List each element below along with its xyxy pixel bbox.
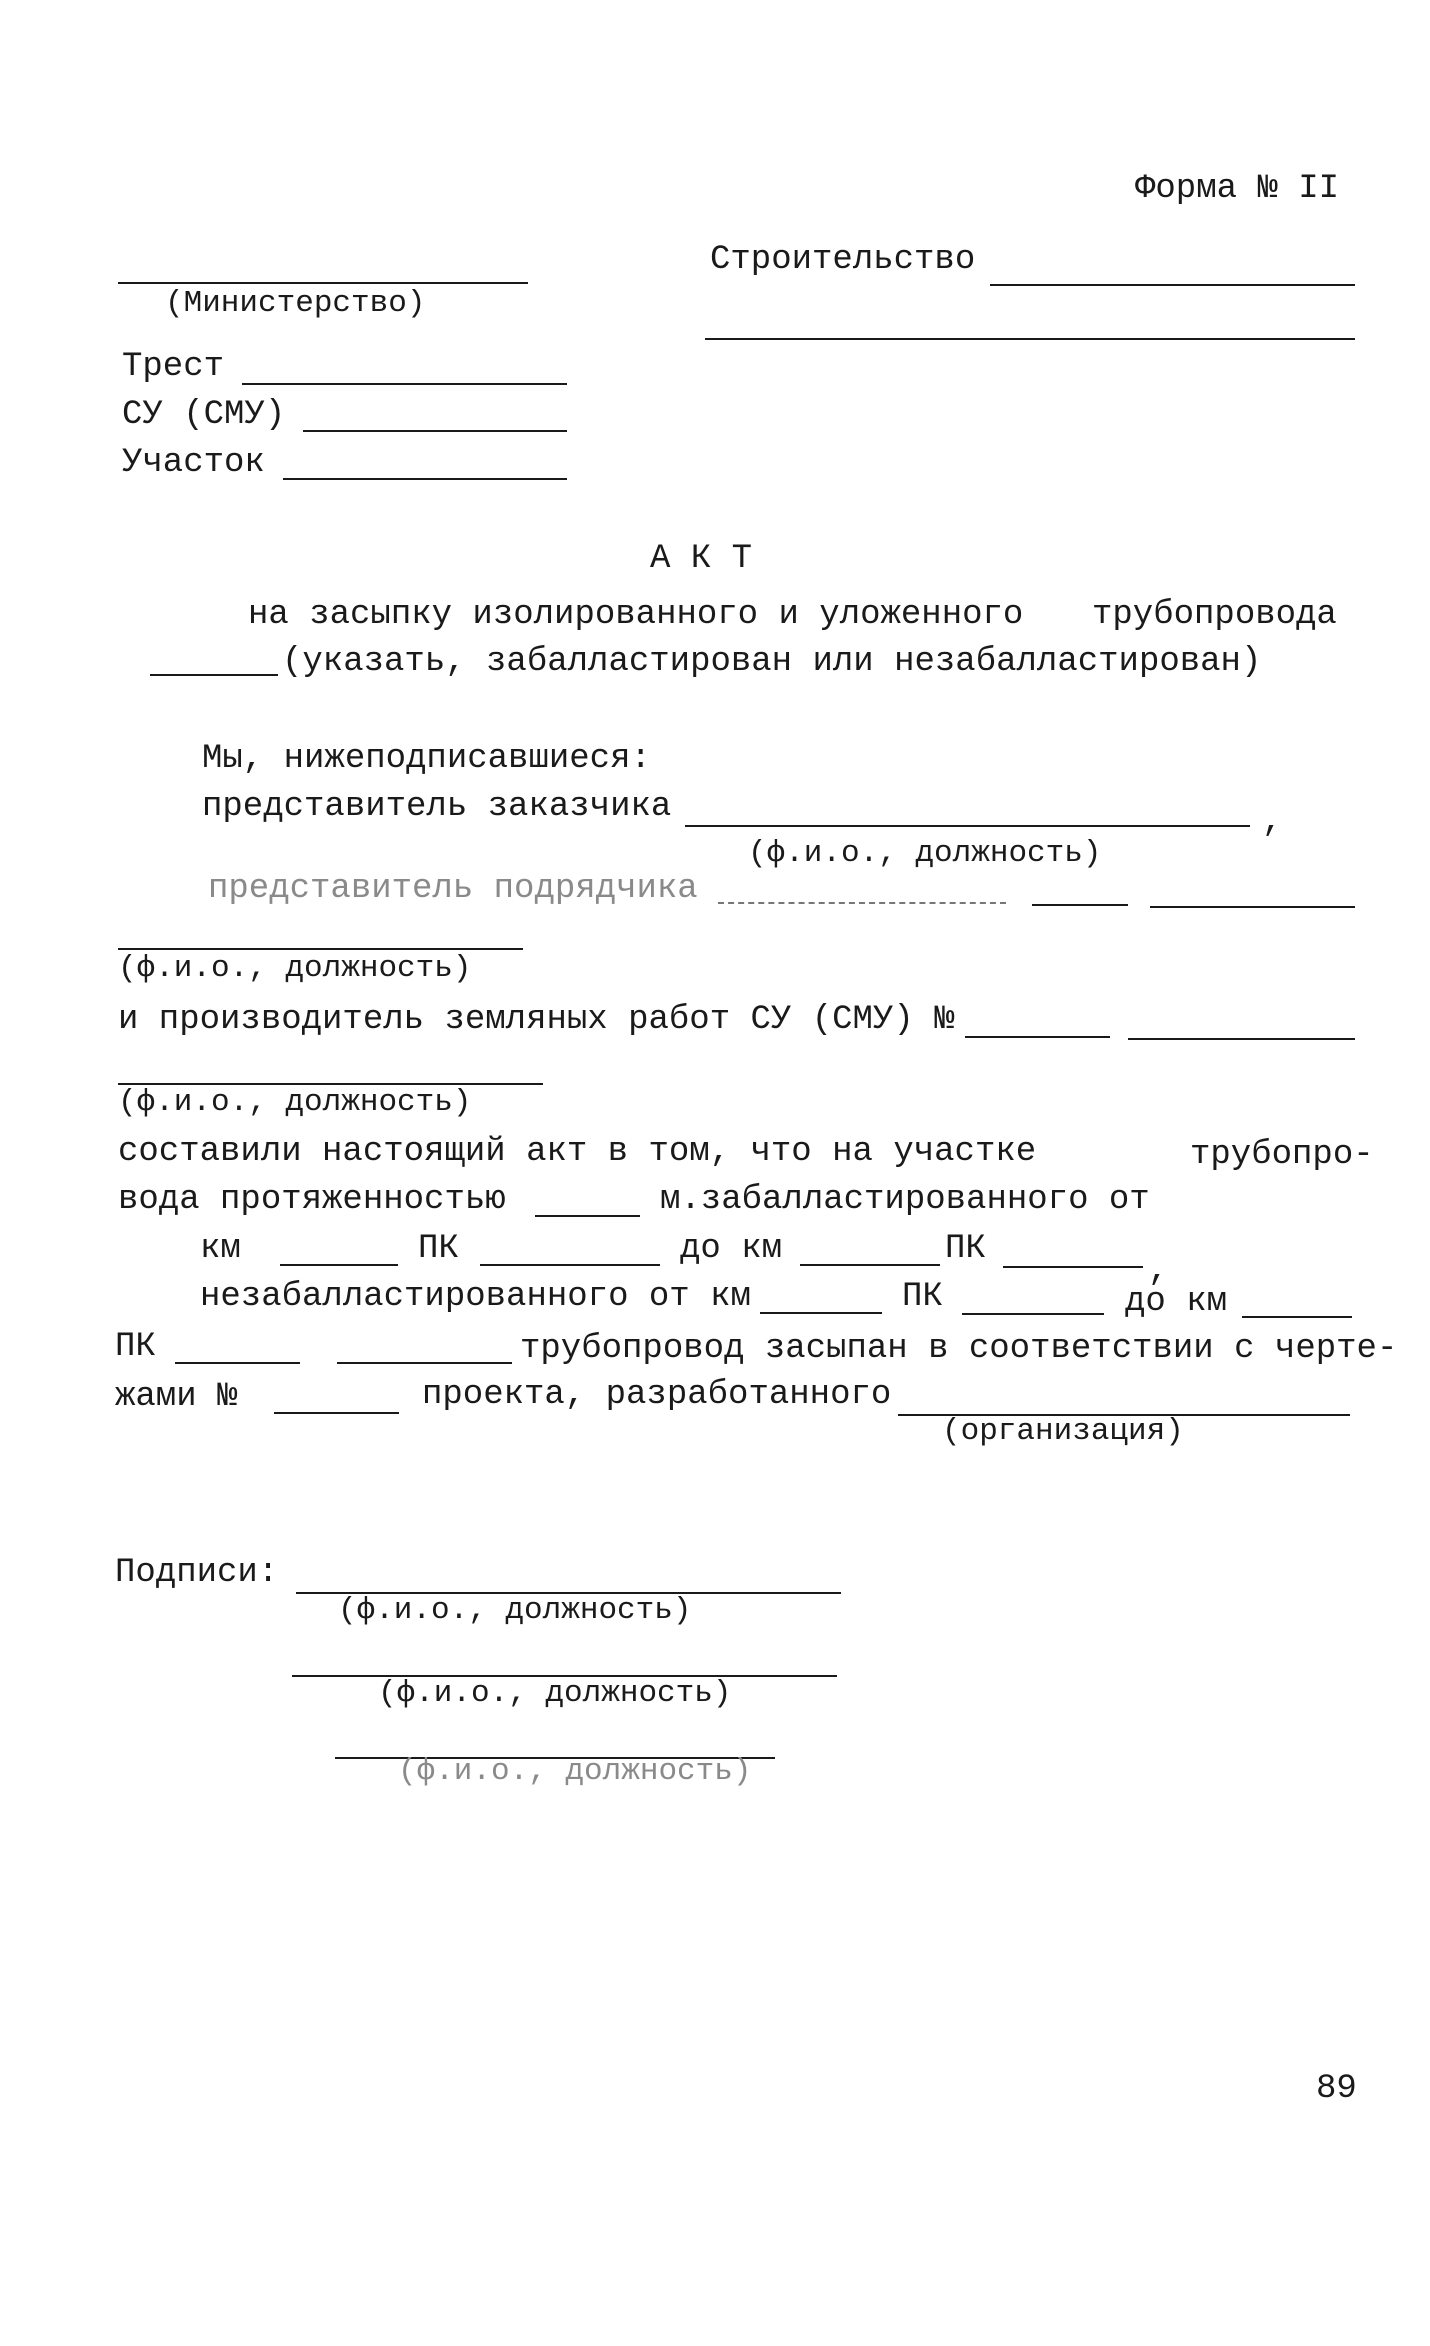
non-ballast-to-km-field[interactable] — [1242, 1316, 1352, 1318]
ministry-caption: (Министерство) — [165, 286, 426, 321]
earthworks-label: и производитель земляных работ СУ (СМУ) № — [118, 1001, 955, 1039]
filled-text: трубопровод засыпан в соответствии с черте- — [520, 1330, 1398, 1368]
ballast-to-pk-field[interactable] — [1003, 1266, 1143, 1268]
page-number: 89 — [1316, 2070, 1357, 2108]
ministry-field[interactable] — [118, 282, 528, 284]
signature-caption-1: (ф.и.о., должность) — [338, 1593, 692, 1628]
act-text-line2a: вода протяженностью — [118, 1181, 506, 1219]
non-ballast-label: незабалластированного от км — [200, 1278, 751, 1316]
contractor-rep-label: представитель подрядчика — [208, 870, 698, 908]
signature-caption-3: (ф.и.о., должность) — [398, 1754, 752, 1789]
contractor-rep-field-3[interactable] — [1150, 906, 1355, 908]
construction-label: Строительство — [710, 241, 976, 279]
ballast-to-pk-label: ПК — [945, 1230, 986, 1268]
non-ballast-to-pk-label: ПК — [115, 1328, 156, 1366]
customer-rep-label: представитель заказчика — [202, 788, 672, 826]
ballast-pk-label: ПК — [418, 1230, 459, 1268]
contractor-rep-field-1[interactable] — [718, 902, 1006, 904]
contractor-fio-field[interactable] — [118, 948, 523, 950]
act-heading: А К Т — [650, 540, 753, 578]
non-ballast-from-pk-field[interactable] — [962, 1313, 1104, 1315]
project-label: проекта, разработанного — [422, 1376, 892, 1414]
construction-field[interactable] — [990, 284, 1355, 286]
non-ballast-to-pk-field[interactable] — [175, 1362, 300, 1364]
ballast-from-km-field[interactable] — [280, 1264, 398, 1266]
customer-rep-comma: , — [1262, 803, 1283, 841]
act-subtitle-line2: (указать, забалластирован или незабалластирован) — [282, 643, 1262, 681]
non-ballast-pk-label: ПК — [902, 1278, 943, 1316]
drawings-number-field[interactable] — [274, 1412, 399, 1414]
ballast-to-km-field[interactable] — [800, 1264, 940, 1266]
ballast-km-label: км — [200, 1230, 241, 1268]
filled-extra-field[interactable] — [337, 1362, 512, 1364]
act-subtitle-line1-end: трубопровода — [1092, 596, 1337, 634]
non-ballast-to-km-label: до км — [1125, 1283, 1228, 1321]
organization-caption: (организация) — [942, 1414, 1184, 1449]
signature-caption-2: (ф.и.о., должность) — [378, 1676, 732, 1711]
ballast-from-pk-field[interactable] — [480, 1264, 660, 1266]
ballast-comma: , — [1148, 1252, 1169, 1290]
act-text-line1: составили настоящий акт в том, что на участке — [118, 1133, 1037, 1171]
non-ballast-from-km-field[interactable] — [760, 1312, 882, 1314]
drawings-label: жами № — [115, 1378, 238, 1416]
construction-field-line2[interactable] — [705, 338, 1355, 340]
contractor-rep-caption: (ф.и.о., должность) — [118, 951, 472, 986]
earthworks-fio-field[interactable] — [1128, 1038, 1355, 1040]
act-subtitle-line1: на засыпку изолированного и уложенного — [248, 596, 1024, 634]
act-text-line2b: м.забалластированного от — [660, 1181, 1150, 1219]
ballast-to-km-label: до км — [680, 1230, 783, 1268]
contractor-rep-field-2[interactable] — [1032, 904, 1128, 906]
intro-text: Мы, нижеподписавшиеся: — [202, 740, 651, 778]
length-field[interactable] — [535, 1215, 640, 1217]
customer-rep-field[interactable] — [685, 825, 1250, 827]
section-field[interactable] — [283, 478, 567, 480]
earthworks-su-number-field[interactable] — [965, 1036, 1110, 1038]
section-label: Участок — [122, 444, 265, 482]
signatures-label: Подписи: — [115, 1554, 279, 1592]
pipeline-field[interactable] — [150, 674, 278, 676]
earthworks-caption: (ф.и.о., должность) — [118, 1085, 472, 1120]
su-field[interactable] — [303, 430, 567, 432]
trust-field[interactable] — [242, 383, 567, 385]
act-text-line1-end: трубопро- — [1190, 1136, 1374, 1174]
customer-rep-caption: (ф.и.о., должность) — [748, 836, 1102, 871]
trust-label: Трест — [122, 348, 225, 386]
su-label: СУ (СМУ) — [122, 396, 286, 434]
form-number: Форма № II — [1135, 170, 1340, 208]
